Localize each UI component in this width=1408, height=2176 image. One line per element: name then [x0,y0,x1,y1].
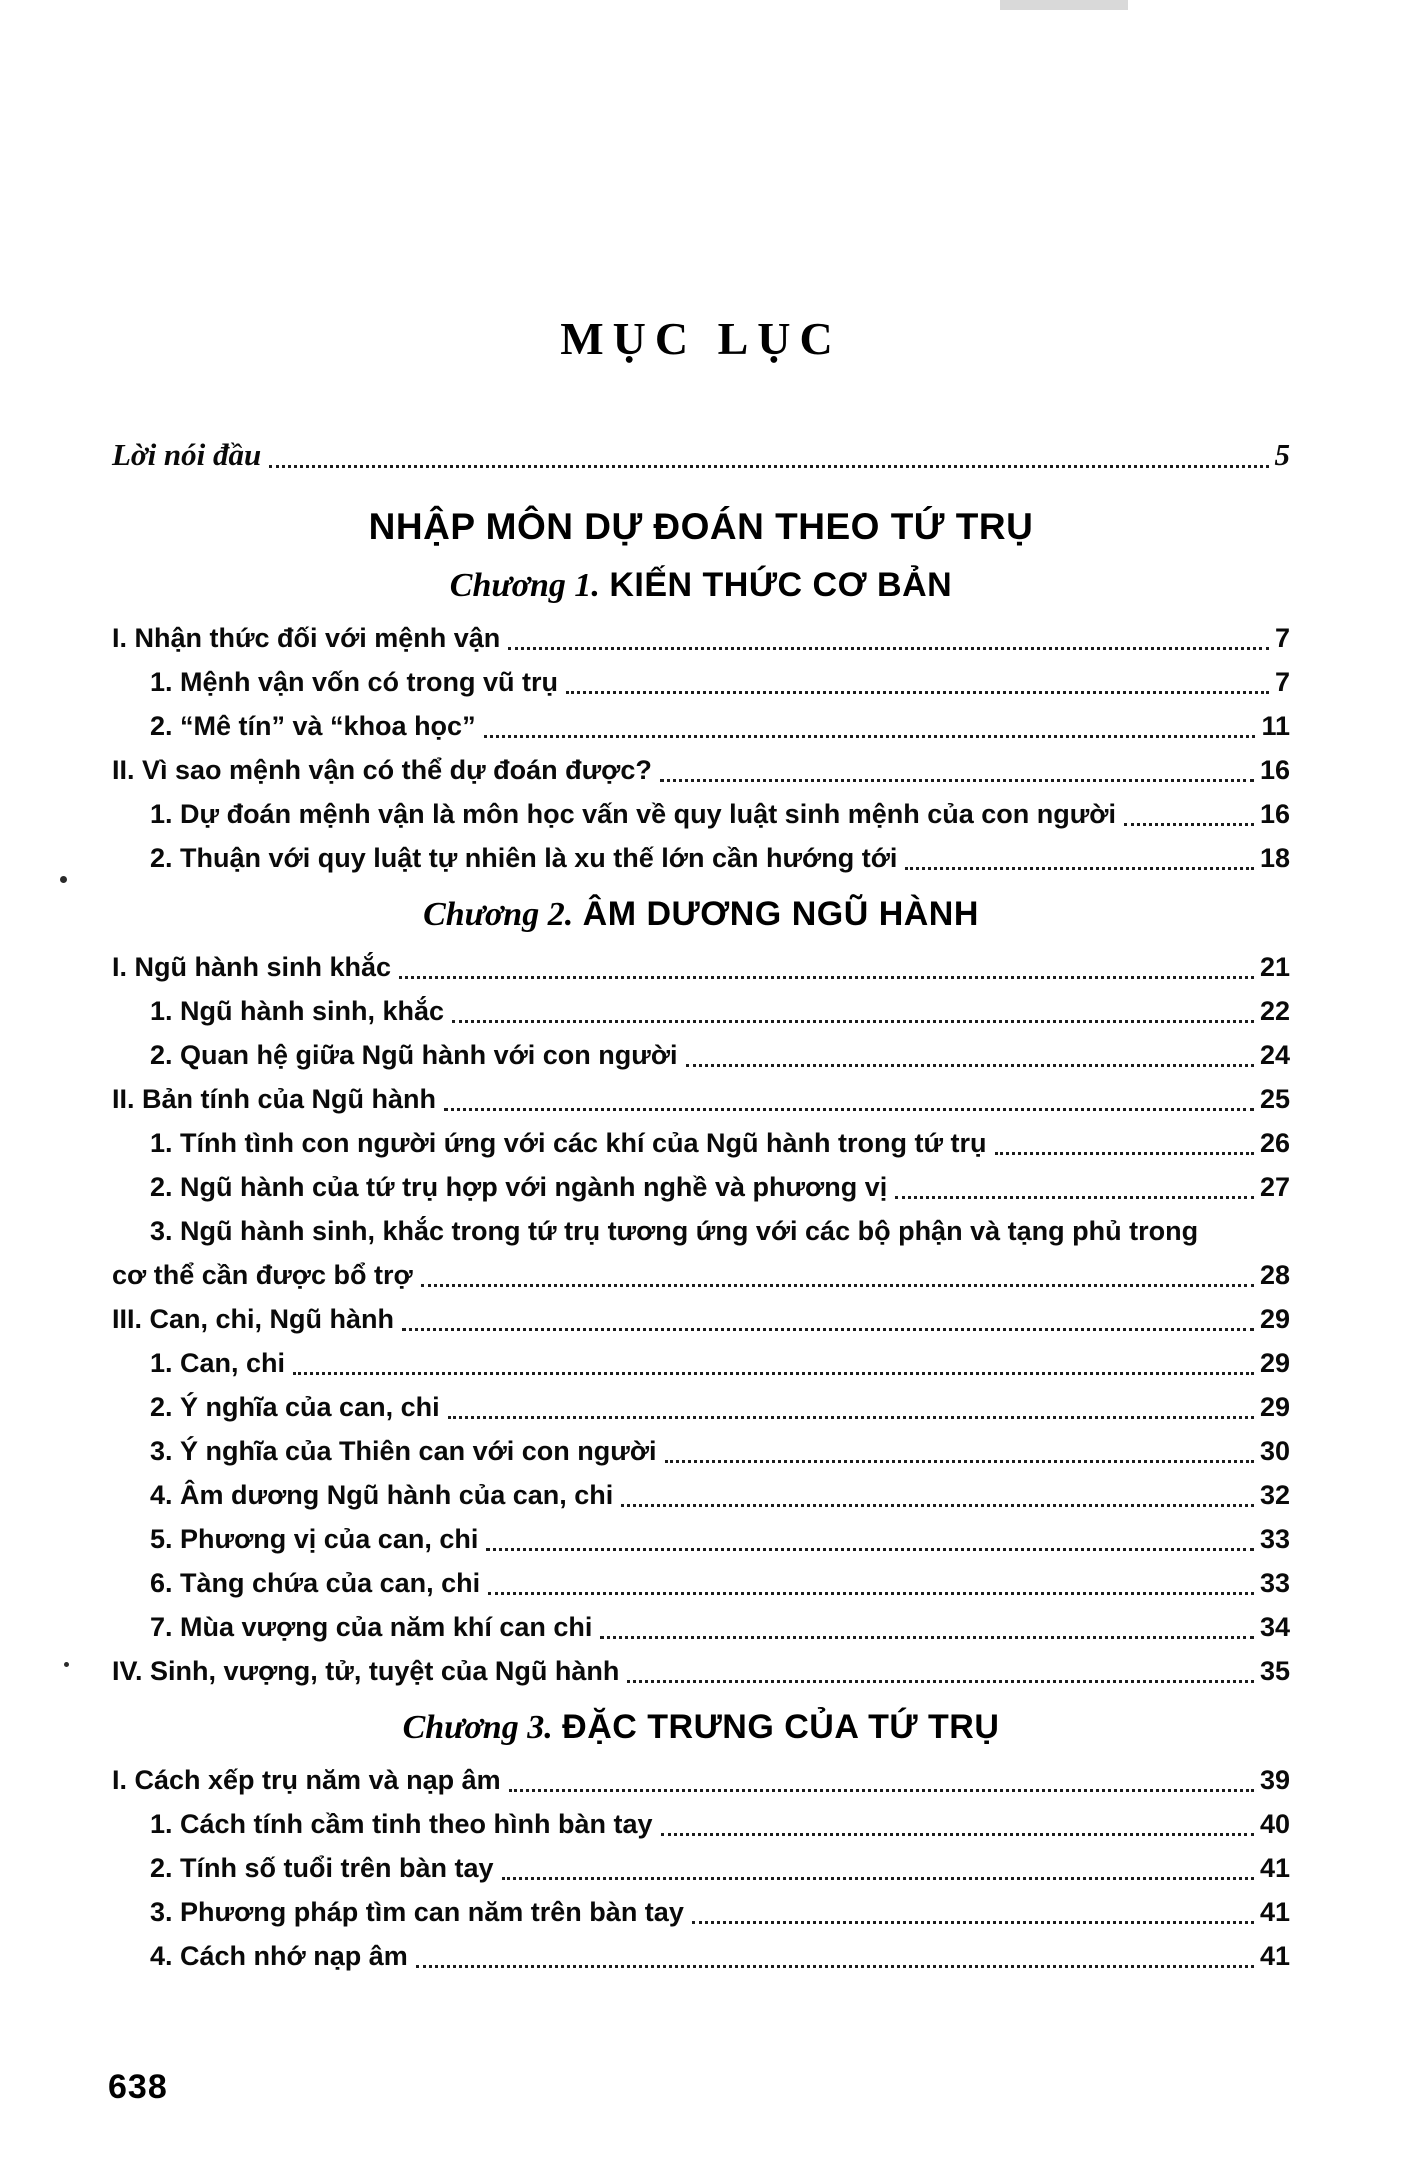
page-number: 638 [108,2068,168,2106]
toc-entry-label: 2. Quan hệ giữa Ngũ hành với con người [150,1040,678,1070]
toc-entry-page: 7 [1274,667,1290,697]
toc-entry [112,1429,1290,1473]
toc-entry [112,1077,1290,1121]
toc-entry-label: 2. Ý nghĩa của can, chi [150,1392,440,1422]
toc-entry-label: 7. Mùa vượng của năm khí can chi [150,1612,593,1642]
toc-entry [112,989,1290,1033]
dotted-leader [1124,823,1254,826]
toc-entry [112,1473,1290,1517]
dotted-leader [905,867,1254,870]
toc-entry-page: 41 [1259,1897,1290,1927]
dotted-leader [665,1460,1254,1463]
toc-entry [112,1802,1290,1846]
toc-entry-page: 29 [1259,1348,1290,1378]
toc-entry [112,1297,1290,1341]
toc-entry-page: 16 [1259,755,1290,785]
dotted-leader [293,1372,1254,1375]
scan-artifact [1000,0,1128,10]
chapter-title: ĐẶC TRƯNG CỦA TỨ TRỤ [562,1708,1000,1746]
toc-entry-label: 5. Phương vị của can, chi [150,1524,479,1554]
chapter-prefix: Chương 2. [423,896,574,933]
chapter-prefix: Chương 3. [402,1709,553,1746]
toc-entry [112,1033,1290,1077]
toc-entry-label: 1. Dự đoán mệnh vận là môn học vấn về quy luật sinh mệnh của con người [150,799,1116,829]
chapter-heading [112,1701,1290,1754]
toc-entry [112,1209,1290,1253]
toc-entry [112,748,1290,792]
dotted-leader [416,1965,1254,1968]
toc-entry-page: 34 [1259,1612,1290,1642]
toc-entry-page: 18 [1259,843,1290,873]
toc-entry-page: 41 [1259,1941,1290,1971]
toc-entry-label: 3. Ý nghĩa của Thiên can với con người [150,1436,657,1466]
toc-entry-label: cơ thể cần được bổ trợ [112,1260,413,1290]
toc-entry-label: I. Nhận thức đối với mệnh vận [112,623,501,653]
toc-entry-label: 1. Cách tính cầm tinh theo hình bàn tay [150,1809,653,1839]
toc-entry [112,1517,1290,1561]
toc-entry-label: II. Bản tính của Ngũ hành [112,1084,436,1114]
toc-entry-page: 26 [1259,1128,1290,1158]
dotted-leader [402,1328,1254,1331]
toc-entry [112,1121,1290,1165]
chapter-prefix: Chương 1. [449,567,600,604]
toc-entry-continuation [112,1253,1290,1297]
dotted-leader [502,1877,1254,1880]
toc-entry-page: 22 [1259,996,1290,1026]
toc-entry-label: 2. Tính số tuổi trên bàn tay [150,1853,494,1883]
toc-entry-page: 29 [1259,1304,1290,1334]
dotted-leader [269,465,1268,468]
chapter-title: KIẾN THỨC CƠ BẢN [609,566,953,604]
toc-entry-page: 32 [1259,1480,1290,1510]
toc-entry [112,1385,1290,1429]
front-matter-entry [112,431,1290,479]
toc-entry [112,1605,1290,1649]
toc-entry-label: 4. Âm dương Ngũ hành của can, chi [150,1480,614,1510]
scan-speck [60,876,67,883]
toc-entry-page: 33 [1259,1524,1290,1554]
toc-entry-page: 24 [1259,1040,1290,1070]
page-title: MỤC LỤC [560,313,842,364]
part-title: NHẬP MÔN DỰ ĐOÁN THEO TỨ TRỤ [368,506,1034,547]
dotted-leader [621,1504,1254,1507]
dotted-leader [895,1196,1254,1199]
toc-entry-page: 29 [1259,1392,1290,1422]
dotted-leader [421,1284,1254,1287]
toc-entry-label: 2. Ngũ hành của tứ trụ hợp với ngành nghề và phương vị [150,1172,888,1202]
toc-entry [112,945,1290,989]
dotted-leader [692,1921,1254,1924]
dotted-leader [995,1152,1254,1155]
dotted-leader [661,1833,1254,1836]
toc-entry-page: 27 [1259,1172,1290,1202]
toc-entry-page: 39 [1259,1765,1290,1795]
toc-entry [112,1758,1290,1802]
dotted-leader [508,647,1269,650]
toc-entry-label: 3. Ngũ hành sinh, khắc trong tứ trụ tương ứng với các bộ phận và tạng phủ trong [150,1216,1199,1246]
toc-entry-label: 2. Thuận với quy luật tự nhiên là xu thế lớn cần hướng tới [150,843,898,873]
dotted-leader [600,1636,1254,1639]
toc-entry [112,836,1290,880]
dotted-leader [627,1680,1254,1683]
front-matter-page: 5 [1274,437,1290,472]
chapter-heading [112,559,1290,612]
toc-entry-page: 30 [1259,1436,1290,1466]
toc-entry [112,1341,1290,1385]
toc-entry [112,616,1290,660]
toc-entry-page: 16 [1259,799,1290,829]
toc-entry-page: 25 [1259,1084,1290,1114]
toc-entry [112,1846,1290,1890]
toc-entry-label: 6. Tàng chứa của can, chi [150,1568,481,1598]
toc-entry-label: 1. Tính tình con người ứng với các khí của Ngũ hành trong tứ trụ [150,1128,987,1158]
toc-entry [112,704,1290,748]
toc-entry [112,1890,1290,1934]
toc-entry-label: IV. Sinh, vượng, tử, tuyệt của Ngũ hành [112,1656,620,1686]
toc-entry-page: 33 [1259,1568,1290,1598]
toc-entries [112,559,1290,1978]
chapter-heading [112,888,1290,941]
toc-entry [112,660,1290,704]
toc-entry-page: 35 [1259,1656,1290,1686]
dotted-leader [488,1592,1254,1595]
toc-entry-label: I. Cách xếp trụ năm và nạp âm [112,1765,501,1795]
toc-entry-page: 21 [1259,952,1290,982]
dotted-leader [484,735,1256,738]
chapter-title: ÂM DƯƠNG NGŨ HÀNH [582,895,979,933]
scan-speck [64,1662,69,1667]
toc-entry-label: 3. Phương pháp tìm can năm trên bàn tay [150,1897,684,1927]
toc-entry [112,792,1290,836]
toc-entry-page: 7 [1274,623,1290,653]
toc-entry-label: 4. Cách nhớ nạp âm [150,1941,408,1971]
dotted-leader [509,1789,1254,1792]
toc-entry-label: 1. Mệnh vận vốn có trong vũ trụ [150,667,559,697]
dotted-leader [686,1064,1254,1067]
toc-entry-page: 40 [1259,1809,1290,1839]
dotted-leader [566,691,1269,694]
toc-entry-label: I. Ngũ hành sinh khắc [112,952,392,982]
dotted-leader [452,1020,1254,1023]
dotted-leader [444,1108,1254,1111]
dotted-leader [660,779,1254,782]
toc-entry [112,1561,1290,1605]
toc-entry-label: III. Can, chi, Ngũ hành [112,1304,395,1334]
dotted-leader [448,1416,1254,1419]
toc-entry [112,1934,1290,1978]
toc-entry [112,1649,1290,1693]
toc-entry-page: 11 [1261,711,1290,741]
front-matter-label: Lời nói đầu [112,437,262,472]
toc-entry-label: 1. Ngũ hành sinh, khắc [150,996,445,1026]
toc-entry-page: 28 [1259,1260,1290,1290]
dotted-leader [486,1548,1254,1551]
toc-entry-label: 2. “Mê tín” và “khoa học” [150,711,476,741]
toc-entry-page: 41 [1259,1853,1290,1883]
dotted-leader [399,976,1254,979]
toc-entry [112,1165,1290,1209]
toc-entry-label: II. Vì sao mệnh vận có thể dự đoán được? [112,755,652,785]
toc-entry-label: 1. Can, chi [150,1348,286,1378]
